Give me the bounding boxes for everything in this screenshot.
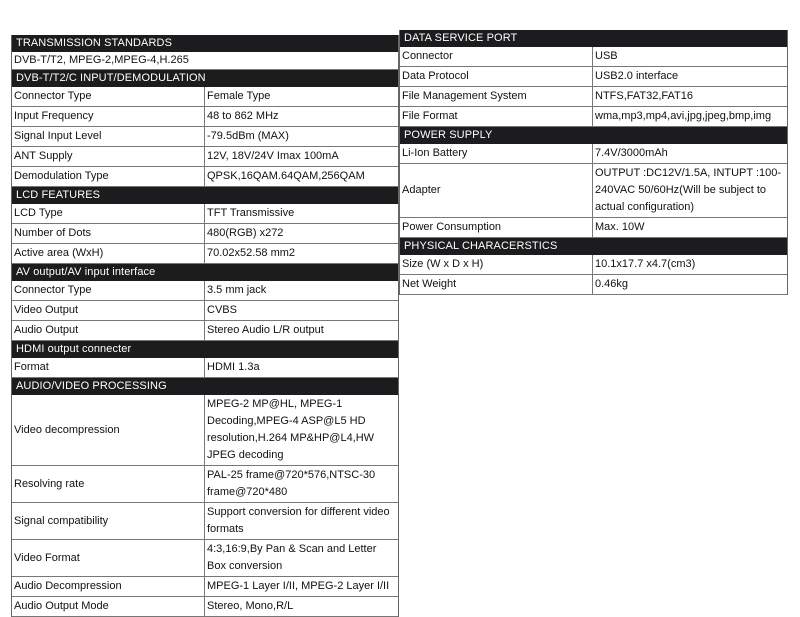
spec-row (400, 107, 787, 127)
spec-value: -79.5dBm (MAX) (207, 130, 289, 142)
hdmi-output-connecter-section (11, 341, 399, 378)
spec-label: Connector Type (12, 281, 205, 300)
spec-label: Format (12, 358, 205, 377)
spec-row (12, 358, 398, 378)
spec-value: Stereo Audio L/R output (207, 324, 324, 336)
spec-row (12, 147, 398, 167)
section-header: AUDIO/VIDEO PROCESSING (12, 378, 398, 395)
dvb-t-t2-c-input-demodulation-section (11, 70, 399, 187)
section-header: PHYSICAL CHARACERSTICS (400, 238, 787, 255)
spec-value: 70.02x52.58 mm2 (207, 247, 296, 259)
spec-value: Max. 10W (595, 221, 645, 233)
section-header: DATA SERVICE PORT (400, 30, 787, 47)
spec-value: 7.4V/3000mAh (595, 147, 668, 159)
spec-row (400, 67, 787, 87)
spec-value: wma,mp3,mp4,avi,jpg,jpeg,bmp,img (595, 110, 772, 122)
spec-value: NTFS,FAT32,FAT16 (595, 90, 694, 102)
spec-row (12, 577, 398, 597)
spec-row (400, 164, 787, 218)
spec-value: 4:3,16:9,By Pan & Scan and Letter Box conversion (207, 543, 377, 572)
spec-value: MPEG-2 MP@HL, MPEG-1 Decoding,MPEG-4 ASP@L5 HD resolution,H.264 MP&HP@L4,HW JPEG decoding (207, 398, 375, 461)
left-sections (11, 70, 399, 617)
spec-row (12, 127, 398, 147)
spec-label: Number of Dots (12, 224, 205, 243)
section-header: POWER SUPPLY (400, 127, 787, 144)
section-header: HDMI output connecter (12, 341, 398, 358)
spec-value: 10.1x17.7 x4.7(cm3) (595, 258, 696, 270)
section-header: AV output/AV input interface (12, 264, 398, 281)
spec-row (12, 167, 398, 187)
spec-row (12, 321, 398, 341)
spec-row (400, 144, 787, 164)
spec-label: Signal compatibility (12, 503, 205, 539)
spec-row (400, 275, 787, 295)
spec-row (12, 597, 398, 617)
spec-row (12, 204, 398, 224)
spec-row (12, 503, 398, 540)
spec-label: Audio Output (12, 321, 205, 340)
spec-value: Female Type (207, 90, 271, 102)
spec-row (12, 107, 398, 127)
spec-value: 12V, 18V/24V Imax 100mA (207, 150, 339, 162)
spec-value: Stereo, Mono,R/L (207, 600, 294, 612)
transmission-standards-section (11, 35, 399, 70)
spec-row (12, 87, 398, 107)
spec-label: Video Output (12, 301, 205, 320)
av-output-av-input-interface-section (11, 264, 399, 341)
spec-label: Signal Input Level (12, 127, 205, 146)
spec-label: File Format (400, 107, 593, 126)
spec-label: ANT Supply (12, 147, 205, 166)
data-service-port-section (399, 30, 788, 127)
spec-value: 48 to 862 MHz (207, 110, 279, 122)
spec-value: HDMI 1.3a (207, 361, 260, 373)
spec-label: Audio Decompression (12, 577, 205, 596)
power-supply-section (399, 127, 788, 238)
spec-row (12, 466, 398, 503)
spec-label: Active area (WxH) (12, 244, 205, 263)
transmission-standards-value: DVB-T/T2, MPEG-2,MPEG-4,H.265 (12, 52, 398, 70)
spec-label: Adapter (400, 164, 593, 217)
spec-row (12, 540, 398, 577)
spec-value: 3.5 mm jack (207, 284, 267, 296)
left-spec-table (11, 35, 399, 617)
spec-label: Connector (400, 47, 593, 66)
spec-label: Audio Output Mode (12, 597, 205, 616)
spec-label: LCD Type (12, 204, 205, 223)
spec-value: CVBS (207, 304, 237, 316)
spec-row (400, 255, 787, 275)
spec-row (12, 244, 398, 264)
spec-label: Input Frequency (12, 107, 205, 126)
audio-video-processing-section (11, 378, 399, 617)
section-header: LCD FEATURES (12, 187, 398, 204)
spec-value: MPEG-1 Layer I/II, MPEG-2 Layer I/II (207, 580, 390, 592)
lcd-features-section (11, 187, 399, 264)
spec-value: TFT Transmissive (207, 207, 295, 219)
spec-value: 480(RGB) x272 (207, 227, 284, 239)
spec-row (400, 87, 787, 107)
spec-row (12, 224, 398, 244)
spec-label: Resolving rate (12, 466, 205, 502)
spec-row (12, 281, 398, 301)
spec-label: Video Format (12, 540, 205, 576)
spec-row (12, 301, 398, 321)
spec-value: PAL-25 frame@720*576,NTSC-30 frame@720*480 (207, 469, 376, 498)
spec-label: Video decompression (12, 395, 205, 465)
spec-label: Demodulation Type (12, 167, 205, 186)
right-sections (399, 30, 788, 295)
spec-row (400, 218, 787, 238)
spec-label: File Management System (400, 87, 593, 106)
spec-label: Size (W x D x H) (400, 255, 593, 274)
spec-value: 0.46kg (595, 278, 629, 290)
spec-value: USB2.0 interface (595, 70, 679, 82)
spec-value: Support conversion for different video formats (207, 506, 390, 535)
spec-value: USB (595, 50, 618, 62)
spec-label: Net Weight (400, 275, 593, 294)
spec-value: QPSK,16QAM.64QAM,256QAM (207, 170, 365, 182)
spec-label: Connector Type (12, 87, 205, 106)
spec-label: Power Consumption (400, 218, 593, 237)
spec-label: Data Protocol (400, 67, 593, 86)
spec-value: OUTPUT :DC12V/1.5A, INTUPT :100-240VAC 50/60Hz(Will be subject to actual configuration) (595, 167, 782, 213)
section-header: TRANSMISSION STANDARDS (12, 35, 398, 52)
spec-label: Li-Ion Battery (400, 144, 593, 163)
physical-characerstics-section (399, 238, 788, 295)
right-spec-table (399, 30, 788, 295)
spec-row (400, 47, 787, 67)
section-header: DVB-T/T2/C INPUT/DEMODULATION (12, 70, 398, 87)
spec-row (12, 395, 398, 466)
